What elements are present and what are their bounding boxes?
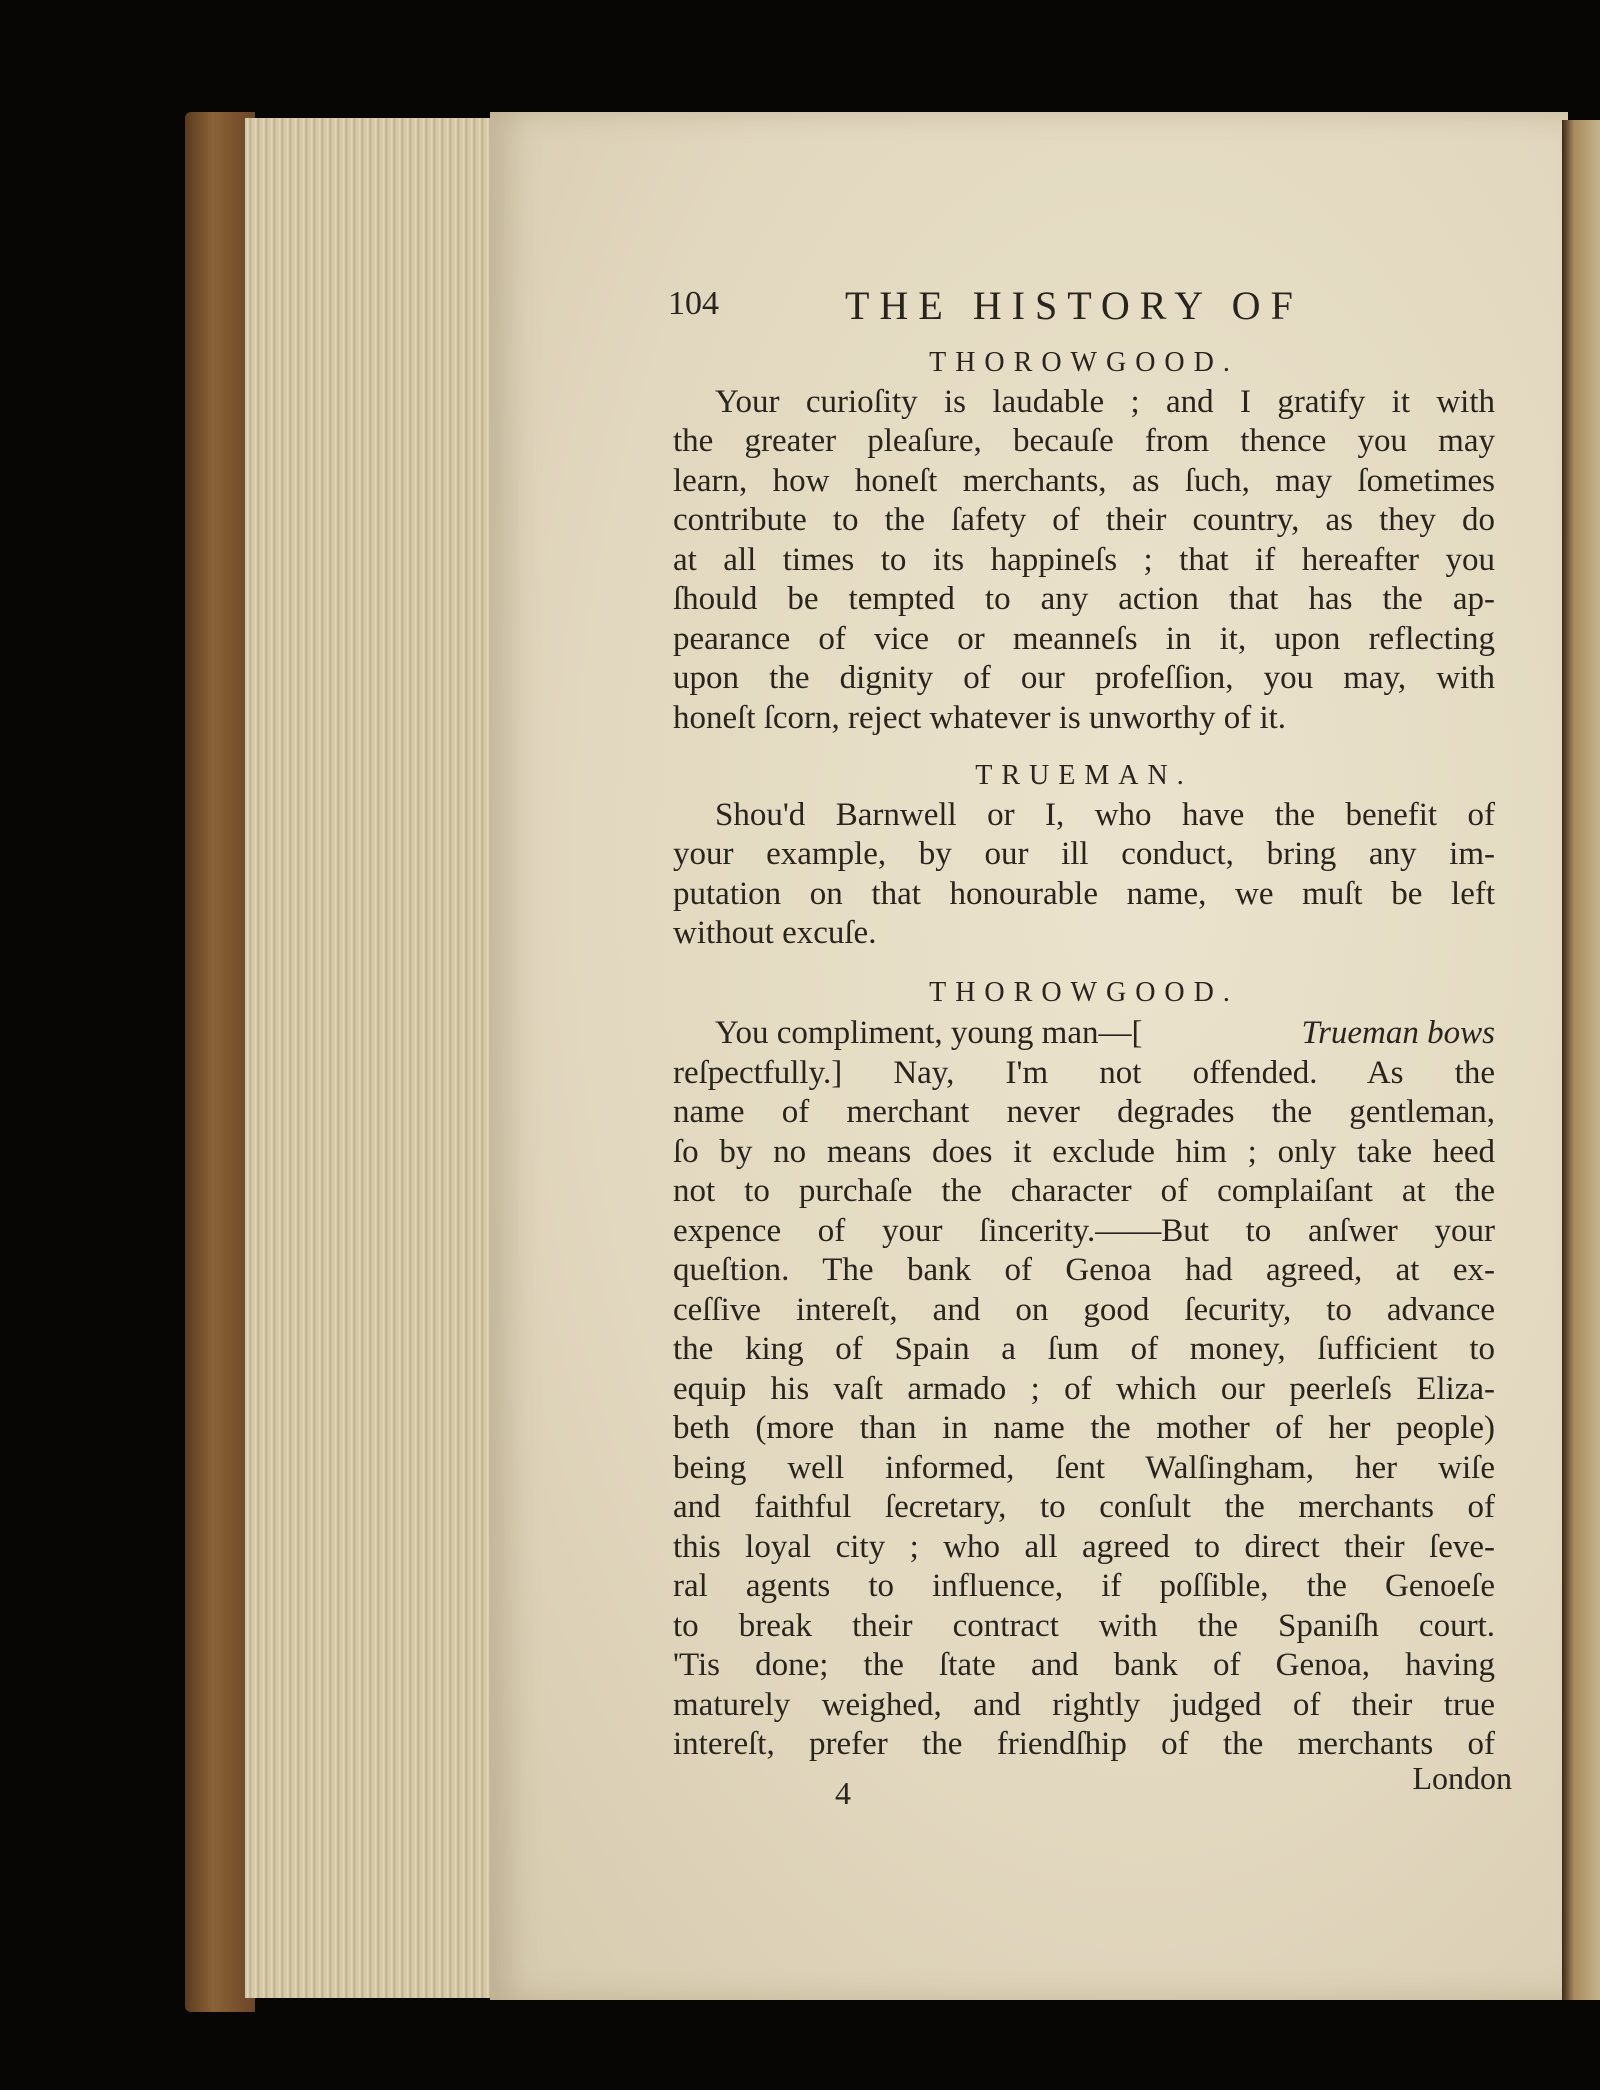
stage-direction: Trueman bows <box>1301 1015 1495 1051</box>
text-line: expence of your ſincerity.——But to anſwer your <box>673 1212 1495 1249</box>
text-line: without excuſe. <box>673 915 877 951</box>
text-line: Your curioſity is laudable ; and I gratify it with <box>715 383 1495 420</box>
text-line: and faithful ſecretary, to conſult the merchants of <box>673 1489 1495 1525</box>
text-line: learn, how honeſt merchants, as ſuch, may ſometimes <box>673 462 1495 499</box>
text-line: the greater pleaſure, becauſe from thence you may <box>673 423 1495 459</box>
text-line: being well informed, ſent Walſingham, her wiſe <box>673 1449 1495 1486</box>
text-line: pearance of vice or meanneſs in it, upon reflecting <box>673 620 1495 657</box>
signature-mark: 4 <box>835 1775 851 1811</box>
text-line: honeſt ſcorn, reject whatever is unworthy of it. <box>673 699 1287 736</box>
speech-trueman <box>673 756 1495 954</box>
text-line: not to purchaſe the character of complaiſant at the <box>673 1173 1495 1209</box>
facing-page-edge <box>1562 120 1600 2000</box>
text-line: your example, by our ill conduct, bring any im- <box>673 836 1495 872</box>
text-line: putation on that honourable name, we muſt be left <box>673 875 1495 912</box>
text-line: ſhould be tempted to any action that has the ap- <box>673 581 1495 617</box>
text-line: Shou'd Barnwell or I, who have the benefit of <box>715 796 1495 833</box>
speech-thorowgood-1 <box>673 343 1495 738</box>
text-line: ceſſive intereſt, and on good ſecurity, to advance <box>673 1291 1495 1328</box>
speech-thorowgood-2 <box>673 973 1495 1765</box>
text-line: 'Tis done; the ſtate and bank of Genoa, having <box>673 1647 1495 1683</box>
text-line: this loyal city ; who all agreed to direct their ſeve- <box>673 1528 1495 1565</box>
text-line: ral agents to influence, if poſſible, the Genoeſe <box>673 1568 1495 1604</box>
text-line: queſtion. The bank of Genoa had agreed, at ex- <box>673 1252 1495 1288</box>
text-line: reſpectfully.] Nay, I'm not offended. As the <box>673 1054 1495 1091</box>
text-line: ſo by no means does it exclude him ; only take heed <box>673 1133 1495 1170</box>
speaker-name: THOROWGOOD. <box>929 977 1239 1008</box>
text-line: the king of Spain a ſum of money, ſufficient to <box>673 1331 1495 1367</box>
page-edges <box>245 118 500 1998</box>
text-line: to break their contract with the Spaniſh court. <box>673 1607 1495 1644</box>
text-line: equip his vaſt armado ; of which our peerleſs Eliza- <box>673 1370 1495 1407</box>
text-line: beth (more than in name the mother of her people) <box>673 1410 1495 1446</box>
speaker-name: TRUEMAN. <box>975 760 1193 791</box>
text-line: upon the dignity of our profeſſion, you may, with <box>673 660 1495 696</box>
text-line: at all times to its happineſs ; that if hereafter you <box>673 541 1495 578</box>
text-line: name of merchant never degrades the gentleman, <box>673 1094 1495 1130</box>
page-number: 104 <box>668 285 719 322</box>
catchword: London <box>1412 1760 1512 1796</box>
text-line <box>673 1014 1495 1054</box>
speaker-name: THOROWGOOD. <box>929 347 1239 378</box>
text-fragment: You compliment, young man—[ <box>715 1015 1143 1051</box>
text-line: contribute to the ſafety of their country, as they do <box>673 502 1495 538</box>
text-line: intereſt, prefer the friendſhip of the merchants of <box>673 1726 1495 1762</box>
running-title: THE HISTORY OF <box>845 283 1303 328</box>
text-line: maturely weighed, and rightly judged of their true <box>673 1686 1495 1723</box>
